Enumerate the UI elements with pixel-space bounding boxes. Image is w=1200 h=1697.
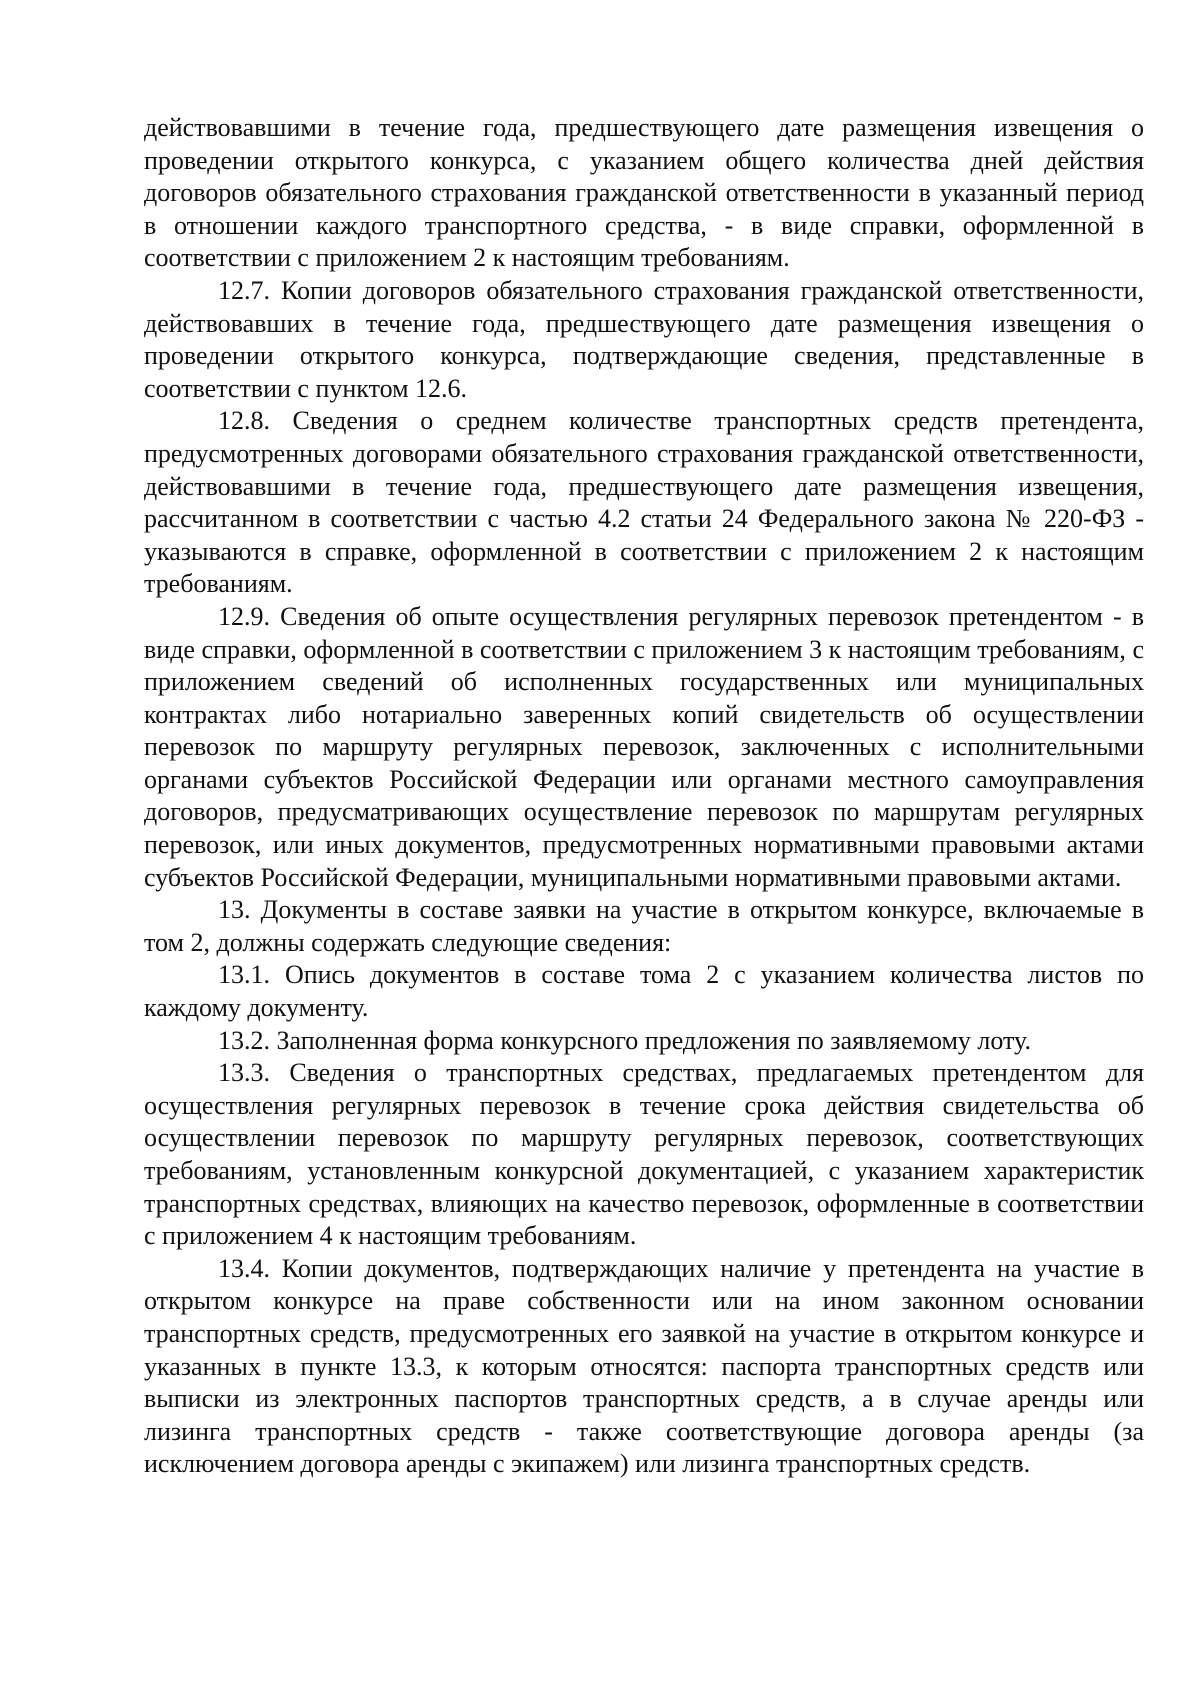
paragraph-13-2 (144, 1025, 1144, 1058)
paragraph-13-1 (144, 959, 1144, 1024)
paragraph-text: действовавшими в течение года, предшествующего дате размещения извещения о проведении открытого конкурса, с указанием общего количества дней действия договоров обязательного страхования гражданской ответственности в указанный период в отношении каждого транспортного средства, - в виде справки, оформленной в соответствии с приложением 2 к настоящим требованиям. (144, 113, 1144, 273)
paragraph-text: Копии документов, подтверждающих наличие у претендента на участие в открытом конкурсе на праве собственности или на ином законном основании транспортных средств, предусмотренных его заявкой на участие в открытом конкурсе и указанных в пункте 13.3, к которым относятся: паспорта транспортных средств или выписки из электронных паспортов транспортных средств, а в случае аренды или лизинга транспортных средств - также соответствующие договора аренды (за исключением договора аренды с экипажем) или лизинга транспортных средств. (144, 1253, 1144, 1479)
paragraph-13-4 (144, 1253, 1144, 1481)
paragraph-number: 13.2. (218, 1025, 270, 1055)
paragraph-text: Опись документов в составе тома 2 с указанием количества листов по каждому документу. (144, 960, 1145, 1023)
paragraph-number: 12.8. (218, 406, 270, 436)
paragraph-number: 13.1. (218, 960, 270, 990)
paragraph-number: 13.3. (218, 1058, 270, 1088)
paragraph-text: Заполненная форма конкурсного предложения по заявляемому лоту. (276, 1025, 1031, 1055)
paragraph-13-3 (144, 1057, 1144, 1253)
document-page (144, 112, 1144, 1481)
paragraph-number: 13. (218, 895, 251, 925)
paragraph-text: Сведения о транспортных средствах, предлагаемых претендентом для осуществления регулярных перевозок в течение срока действия свидетельства об осуществлении перевозок по маршруту регулярных перевозок, соответствующих требованиям, установленным конкурсной документацией, с указанием характеристик транспортных средствах, влияющих на качество перевозок, оформленные в соответствии с приложением 4 к настоящим требованиям. (144, 1058, 1145, 1251)
paragraph-12-8 (144, 405, 1144, 601)
paragraph-text: Документы в составе заявки на участие в открытом конкурсе, включаемые в том 2, должны содержать следующие сведения: (144, 895, 1145, 957)
paragraph-text: Сведения об опыте осуществления регулярных перевозок претендентом - в виде справки, оформленной в соответствии с приложением 3 к настоящим требованиям, с приложением сведений об исполненных государственных или муниципальных контрактах либо нотариально заверенных копий свидетельств об осуществлении перевозок по маршруту регулярных перевозок, заключенных с исполнительными органами субъектов Российской Федерации или органами местного самоуправления договоров, предусматривающих осуществление перевозок по маршрутам регулярных перевозок, или иных документов, предусмотренных нормативными правовыми актами субъектов Российской Федерации, муниципальными нормативными правовыми актами. (144, 601, 1144, 892)
paragraph-text: Сведения о среднем количестве транспортных средств претендента, предусмотренных договорами обязательного страхования гражданской ответственности, действовавшими в течение года, предшествующего дате размещения извещения, рассчитанном в соответствии с частью 4.2 статьи 24 Федерального закона № 220-ФЗ - указываются в справке, оформленной в соответствии с приложением 2 к настоящим требованиям. (144, 406, 1145, 599)
paragraph-12-9 (144, 601, 1144, 894)
paragraph-text: Копии договоров обязательного страхования гражданской ответственности, действовавших в течение года, предшествующего дате размещения извещения о проведении открытого конкурса, подтверждающие сведения, представленные в соответствии с пунктом 12.6. (144, 275, 1145, 403)
paragraph-12-7 (144, 275, 1144, 405)
paragraph-number: 13.4. (218, 1253, 270, 1283)
paragraph-number: 12.7. (218, 275, 270, 305)
paragraph-13 (144, 894, 1144, 959)
paragraph-number: 12.9. (218, 601, 270, 631)
paragraph-12-6-continuation (144, 112, 1144, 275)
